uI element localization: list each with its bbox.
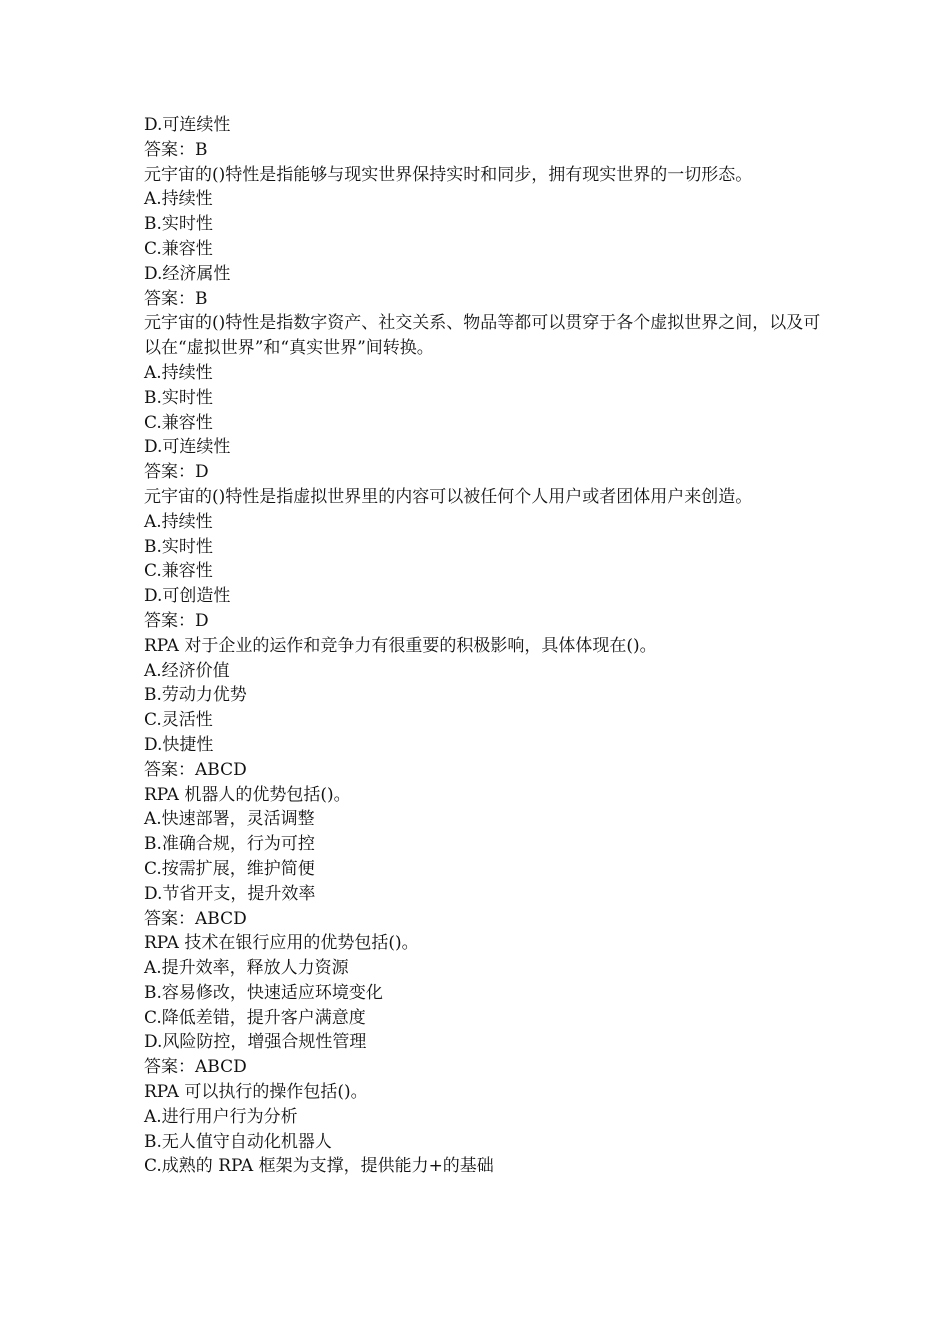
answer-line: 答案：D (144, 462, 209, 483)
option-line: D.快捷性 (144, 734, 214, 755)
option-line: B.实时性 (144, 536, 213, 557)
question-text: RPA 机器人的优势包括()。 (144, 784, 351, 805)
option-line: C.兼容性 (144, 238, 213, 259)
option-line: C.兼容性 (144, 412, 213, 433)
option-line: C.按需扩展，维护简便 (144, 858, 315, 879)
option-line: C.灵活性 (144, 710, 213, 731)
option-line: B.实时性 (144, 214, 213, 235)
question-text: RPA 技术在银行应用的优势包括()。 (144, 933, 419, 954)
answer-line: 答案：B (144, 139, 208, 160)
option-line: B.容易修改，快速适应环境变化 (144, 982, 383, 1003)
option-line: A.进行用户行为分析 (144, 1106, 298, 1127)
question-text: 元宇宙的()特性是指虚拟世界里的内容可以被任何个人用户或者团体用户来创造。 (144, 486, 753, 507)
document-page (144, 113, 824, 1179)
option-line: A.持续性 (144, 189, 213, 210)
answer-line: 答案：ABCD (144, 1057, 247, 1078)
option-line: C.降低差错，提升客户满意度 (144, 1007, 366, 1028)
question-text: 元宇宙的()特性是指数字资产、社交关系、物品等都可以贯穿于各个虚拟世界之间，以及可以在“虚拟世界”和“真实世界”间转换。 (144, 313, 821, 359)
option-line: D.经济属性 (144, 263, 231, 284)
option-line: B.无人值守自动化机器人 (144, 1131, 332, 1152)
answer-line: 答案：B (144, 288, 208, 309)
option-line: A.持续性 (144, 511, 213, 532)
question-text: 元宇宙的()特性是指能够与现实世界保持实时和同步，拥有现实世界的一切形态。 (144, 164, 753, 185)
option-line: B.准确合规，行为可控 (144, 834, 315, 855)
option-line: D.节省开支，提升效率 (144, 883, 316, 904)
option-line: A.提升效率，释放人力资源 (144, 958, 349, 979)
option-line: B.实时性 (144, 387, 213, 408)
option-line: C.成熟的 RPA 框架为支撑，提供能力+的基础 (144, 1156, 494, 1177)
option-line: C.兼容性 (144, 561, 213, 582)
answer-line: 答案：D (144, 610, 209, 631)
answer-line: 答案：ABCD (144, 908, 247, 929)
question-text: RPA 可以执行的操作包括()。 (144, 1082, 368, 1103)
option-line: B.劳动力优势 (144, 685, 247, 706)
option-line: D.可创造性 (144, 586, 231, 607)
option-line: A.快速部署，灵活调整 (144, 809, 315, 830)
option-line: D.可连续性 (144, 115, 231, 135)
option-line: D.风险防控，增强合规性管理 (144, 1032, 367, 1053)
option-line: D.可连续性 (144, 437, 231, 458)
answer-line: 答案：ABCD (144, 759, 247, 780)
option-line: A.经济价值 (144, 660, 230, 681)
question-text: RPA 对于企业的运作和竞争力有很重要的积极影响，具体体现在()。 (144, 635, 657, 656)
option-line: A.持续性 (144, 362, 213, 383)
